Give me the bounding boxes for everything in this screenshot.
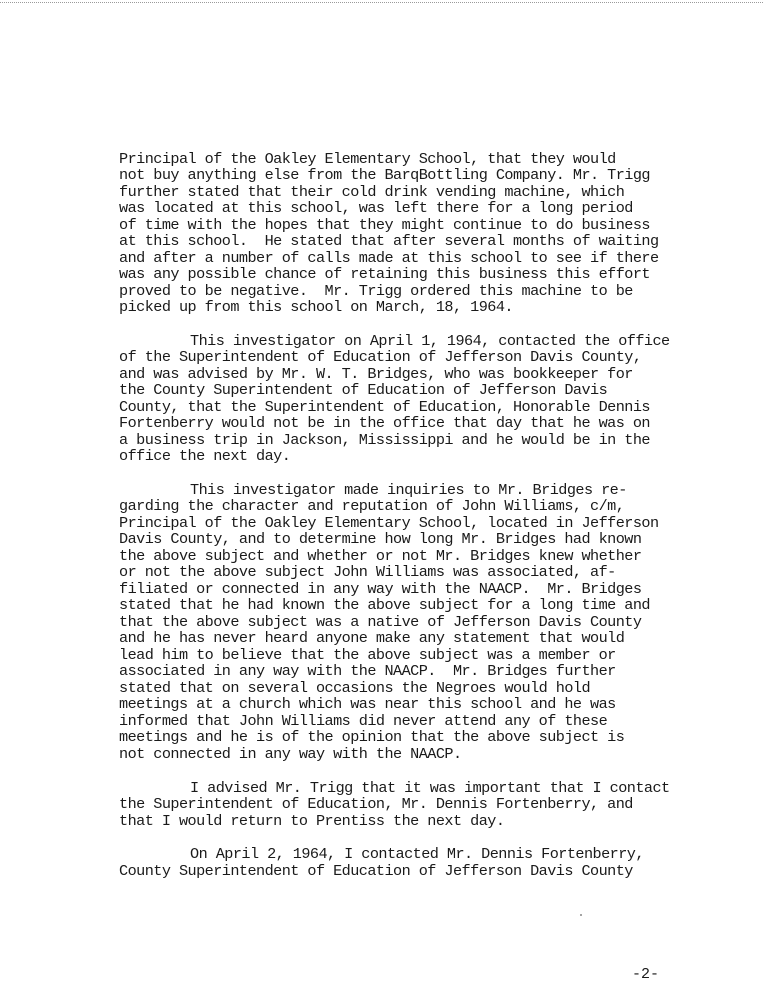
text-line: This investigator made inquiries to Mr. Bridges re- bbox=[190, 481, 627, 499]
text-line: I advised Mr. Trigg that it was important that I contact bbox=[190, 779, 670, 797]
text-line: was located at this school, was left there for a long period bbox=[119, 199, 633, 217]
text-line: County Superintendent of Education of Jefferson Davis County bbox=[119, 862, 633, 880]
text-line: proved to be negative. Mr. Trigg ordered this machine to be bbox=[119, 282, 633, 300]
text-line: Fortenberry would not be in the office that day that he was on bbox=[119, 414, 650, 432]
text-line: and he has never heard anyone make any statement that would bbox=[119, 629, 625, 647]
text-line: a business trip in Jackson, Mississippi and he would be in the bbox=[119, 431, 650, 449]
text-line: and was advised by Mr. W. T. Bridges, who was bookkeeper for bbox=[119, 365, 633, 383]
text-line: not connected in any way with the NAACP. bbox=[119, 745, 462, 763]
text-line: the Superintendent of Education, Mr. Dennis Fortenberry, and bbox=[119, 795, 633, 813]
text-line: not buy anything else from the BarqBottling Company. Mr. Trigg bbox=[119, 166, 650, 184]
text-line: of the Superintendent of Education of Jefferson Davis County, bbox=[119, 348, 642, 366]
text-line: garding the character and reputation of John Williams, c/m, bbox=[119, 497, 625, 515]
text-line: was any possible chance of retaining this business this effort bbox=[119, 265, 650, 283]
text-line: or not the above subject John Williams was associated, af- bbox=[119, 563, 616, 581]
text-line: Principal of the Oakley Elementary School, located in Jefferson bbox=[119, 514, 659, 532]
text-line: at this school. He stated that after several months of waiting bbox=[119, 232, 659, 250]
text-line: further stated that their cold drink vending machine, which bbox=[119, 183, 625, 201]
text-line: stated that on several occasions the Negroes would hold bbox=[119, 679, 591, 697]
text-line: meetings at a church which was near this school and he was bbox=[119, 695, 616, 713]
text-line: Principal of the Oakley Elementary School, that they would bbox=[119, 150, 616, 168]
text-line: office the next day. bbox=[119, 447, 291, 465]
text-line: associated in any way with the NAACP. Mr. Bridges further bbox=[119, 662, 616, 680]
text-line: picked up from this school on March, 18, 1964. bbox=[119, 298, 513, 316]
text-line: filiated or connected in any way with the NAACP. Mr. Bridges bbox=[119, 580, 642, 598]
text-line: Davis County, and to determine how long Mr. Bridges had known bbox=[119, 530, 642, 548]
scan-speck bbox=[580, 914, 582, 916]
text-line: On April 2, 1964, I contacted Mr. Dennis Fortenberry, bbox=[190, 845, 644, 863]
text-line: the County Superintendent of Education of Jefferson Davis bbox=[119, 381, 608, 399]
text-line: County, that the Superintendent of Education, Honorable Dennis bbox=[119, 398, 650, 416]
text-line: lead him to believe that the above subject was a member or bbox=[119, 646, 616, 664]
text-line: informed that John Williams did never attend any of these bbox=[119, 712, 608, 730]
text-line: that the above subject was a native of Jefferson Davis County bbox=[119, 613, 642, 631]
page-number: -2- bbox=[632, 966, 660, 983]
text-line: of time with the hopes that they might continue to do business bbox=[119, 216, 650, 234]
text-line: that I would return to Prentiss the next day. bbox=[119, 812, 505, 830]
text-line: and after a number of calls made at this school to see if there bbox=[119, 249, 659, 267]
text-line: stated that he had known the above subject for a long time and bbox=[119, 596, 650, 614]
text-line: This investigator on April 1, 1964, contacted the office bbox=[190, 332, 670, 350]
text-line: the above subject and whether or not Mr. Bridges knew whether bbox=[119, 547, 642, 565]
text-line: meetings and he is of the opinion that the above subject is bbox=[119, 728, 625, 746]
